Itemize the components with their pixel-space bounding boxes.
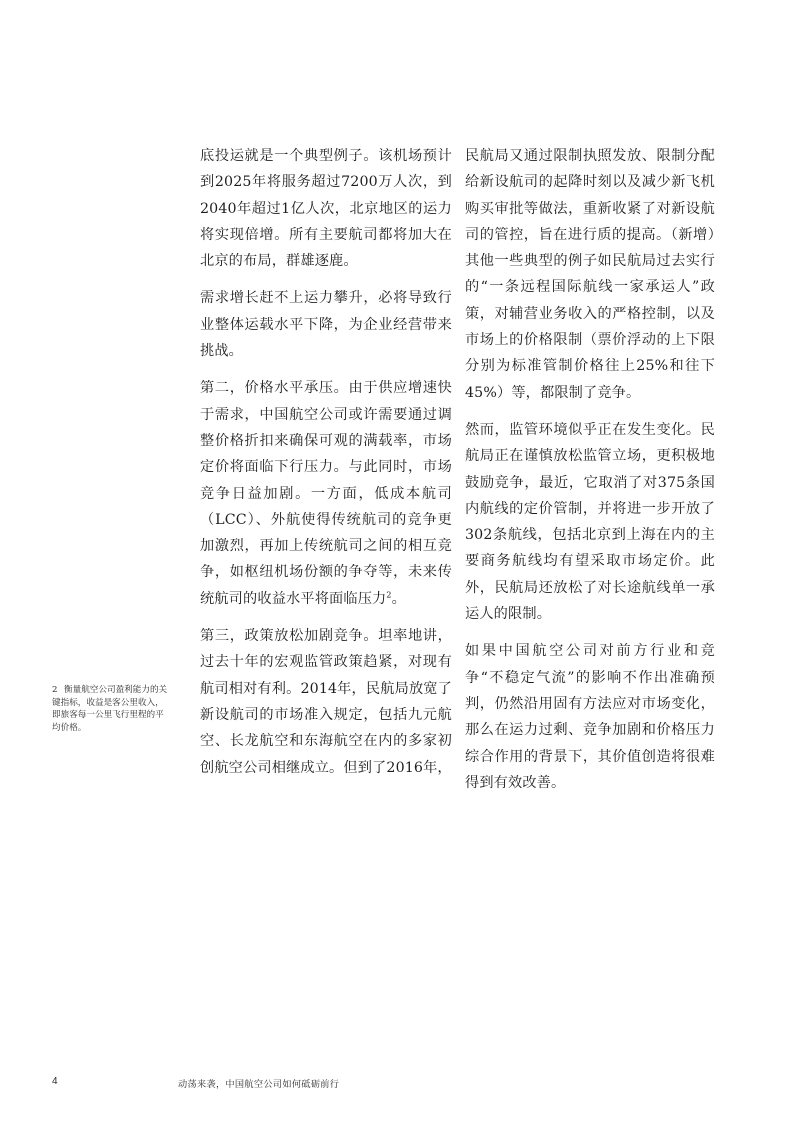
paragraph: 然而，监管环境似乎正在发生变化。民航局正在谨慎放松监管立场，更积极地鼓励竞争，最近，它取消了对375条国内航线的定价管制，并将进一步开放了302条航线，包括北京到上海在内的主要商务航线均有望采取市场定价。此外，民航局还放松了对长途航线单一承运人的限制。 <box>465 421 715 623</box>
running-title: 动荡来袭，中国航空公司如何砥砺前行 <box>178 1079 340 1090</box>
footnote <box>52 684 172 734</box>
page-number: 4 <box>52 1076 58 1087</box>
paragraph: 底投运就是一个典型例子。该机场预计到2025年将服务超过7200万人次，到2040年超过1亿人次，北京地区的运力将实现倍增。所有主要航司都将加大在北京的布局，群雄逐鹿。 <box>200 148 452 270</box>
paragraph: 第三，政策放松加剧竞争。坦率地讲，过去十年的宏观监管政策趋紧，对现有航司相对有利。2014年，民航局放宽了新设航司的市场准入规定，包括九元航空、长龙航空和东海航空在内的多家初创航空公司相继成立。但到了2016年， <box>200 628 452 776</box>
right-column <box>465 143 715 807</box>
footnote-number: 2 <box>52 685 58 695</box>
footnote-text: 衡量航空公司盈利能力的关键指标，收益是客公里收入，即旅客每一公里飞行里程的平均价格。 <box>52 685 168 733</box>
paragraph: 民航局又通过限制执照发放、限制分配给新设航司的起降时刻以及减少新飞机购买审批等做法，重新收紧了对新设航司的管控，旨在进行质的提高。（新增）其他一些典型的例子如民航局过去实行的“一条远程国际航线一家承运人”政策，对辅营业务收入的严格控制，以及市场上的价格限制（票价浮动的上下限分别为标准管制价格往上25%和往下45%）等，都限制了竞争。 <box>465 148 715 401</box>
paragraph-text: 第二，价格水平承压。由于供应增速快于需求，中国航空公司或许需要通过调整价格折扣来确保可观的满载率，市场定价将面临下行压力。与此同时，市场竞争日益加剧。一方面，低成本航司（LCC）、外航使得传统航司的竞争更加激烈，再加上传统航司之间的相互竞争，如枢纽机场份额的争夺等，未来传统航司的收益水平将面临压力 <box>200 380 452 607</box>
footnote-reference[interactable]: 2 <box>386 590 392 600</box>
paragraph: 需求增长赶不上运力攀升，必将导致行业整体运载水平下降，为企业经营带来挑战。 <box>200 290 452 360</box>
paragraph: 如果中国航空公司对前方行业和竞争“不稳定气流”的影响不作出准确预判，仍然沿用固有方法应对市场变化，那么在运力过剩、竞争加剧和价格压力综合作用的背景下，其价值创造将很难得到有效改善。 <box>465 643 715 791</box>
left-column <box>200 143 452 792</box>
paragraph-end: 。 <box>391 590 406 607</box>
paragraph <box>200 375 452 612</box>
